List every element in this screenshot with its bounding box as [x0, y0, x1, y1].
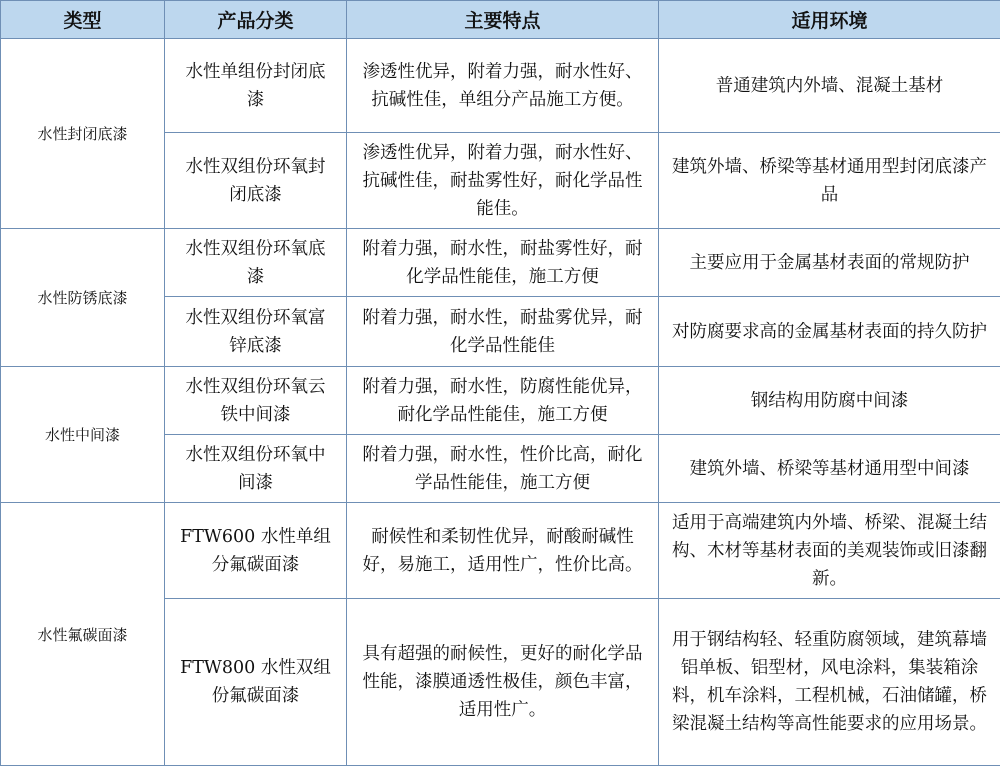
category-cell: 水性双组份环氧云铁中间漆 [165, 367, 347, 435]
features-cell: 附着力强，耐水性，耐盐雾性好，耐化学品性能佳，施工方便 [347, 229, 659, 297]
features-cell: 附着力强，耐水性，耐盐雾优异，耐化学品性能佳 [347, 297, 659, 367]
environment-cell: 钢结构用防腐中间漆 [659, 367, 1000, 435]
type-cell: 水性氟碳面漆 [1, 503, 165, 766]
table-row [1, 39, 1000, 133]
header-environment: 适用环境 [659, 1, 1000, 39]
environment-cell: 用于钢结构轻、轻重防腐领域，建筑幕墙铝单板、铝型材，风电涂料，集装箱涂料，机车涂料，工程机械，石油储罐，桥梁混凝土结构等高性能要求的应用场景。 [659, 599, 1000, 766]
header-category: 产品分类 [165, 1, 347, 39]
environment-cell: 适用于高端建筑内外墙、桥梁、混凝土结构、木材等基材表面的美观装饰或旧漆翻新。 [659, 503, 1000, 599]
header-type: 类型 [1, 1, 165, 39]
category-cell: FTW600 水性单组分氟碳面漆 [165, 503, 347, 599]
features-cell: 具有超强的耐候性，更好的耐化学品性能，漆膜通透性极佳，颜色丰富，适用性广。 [347, 599, 659, 766]
table-row [1, 503, 1000, 599]
features-cell: 附着力强，耐水性，性价比高，耐化学品性能佳，施工方便 [347, 435, 659, 503]
table-row [1, 367, 1000, 435]
category-cell: 水性双组份环氧中间漆 [165, 435, 347, 503]
category-cell: 水性双组份环氧底漆 [165, 229, 347, 297]
category-cell: FTW800 水性双组份氟碳面漆 [165, 599, 347, 766]
environment-cell: 主要应用于金属基材表面的常规防护 [659, 229, 1000, 297]
features-cell: 附着力强，耐水性，防腐性能优异，耐化学品性能佳，施工方便 [347, 367, 659, 435]
environment-cell: 建筑外墙、桥梁等基材通用型中间漆 [659, 435, 1000, 503]
category-cell: 水性双组份环氧封闭底漆 [165, 133, 347, 229]
environment-cell: 建筑外墙、桥梁等基材通用型封闭底漆产品 [659, 133, 1000, 229]
type-cell: 水性防锈底漆 [1, 229, 165, 367]
features-cell: 渗透性优异，附着力强，耐水性好、抗碱性佳，单组分产品施工方便。 [347, 39, 659, 133]
environment-cell: 对防腐要求高的金属基材表面的持久防护 [659, 297, 1000, 367]
features-cell: 耐候性和柔韧性优异，耐酸耐碱性好，易施工，适用性广，性价比高。 [347, 503, 659, 599]
type-cell: 水性中间漆 [1, 367, 165, 503]
features-cell: 渗透性优异，附着力强，耐水性好、抗碱性佳，耐盐雾性好，耐化学品性能佳。 [347, 133, 659, 229]
category-cell: 水性单组份封闭底漆 [165, 39, 347, 133]
environment-cell: 普通建筑内外墙、混凝土基材 [659, 39, 1000, 133]
header-row [1, 1, 1000, 39]
type-cell: 水性封闭底漆 [1, 39, 165, 229]
category-cell: 水性双组份环氧富锌底漆 [165, 297, 347, 367]
header-features: 主要特点 [347, 1, 659, 39]
table-row [1, 229, 1000, 297]
